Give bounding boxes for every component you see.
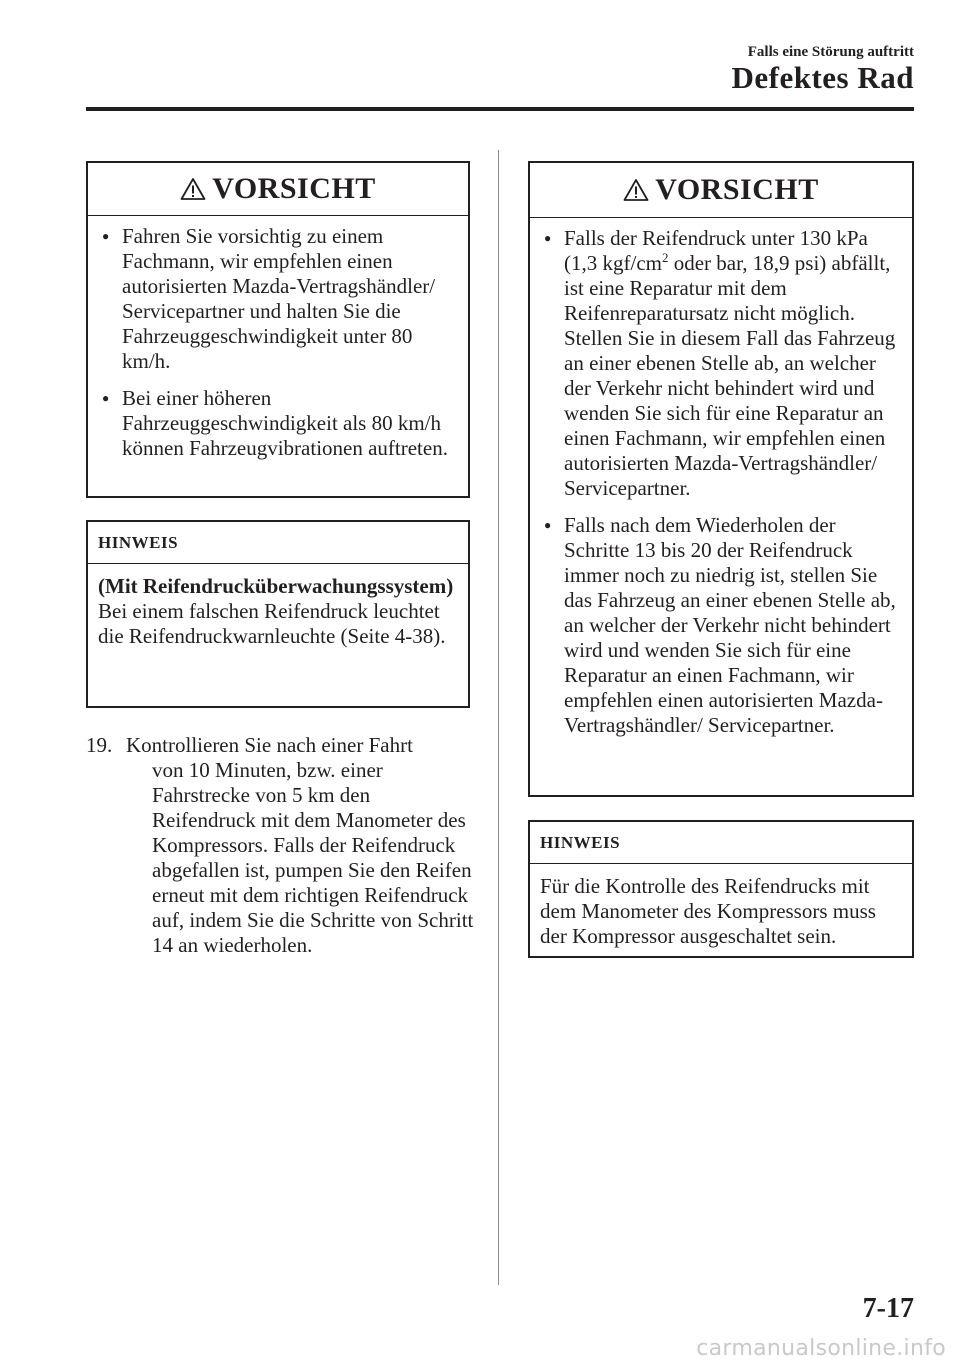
caution-title	[530, 163, 912, 218]
list-item-text	[564, 226, 904, 501]
left-caution-box	[86, 161, 470, 498]
page-title: Defektes Rad	[731, 60, 914, 95]
bullet-dot: ●	[544, 231, 552, 245]
superscript: 2	[661, 250, 669, 265]
note-body	[88, 564, 468, 659]
note-title: HINWEIS	[88, 522, 468, 564]
warning-triangle-icon	[623, 178, 649, 202]
caution-title-label: VORSICHT	[655, 173, 819, 206]
watermark: carmanualsonline.info	[696, 1336, 946, 1361]
column-divider	[498, 150, 499, 1285]
list-item	[100, 386, 460, 461]
list-item	[542, 513, 904, 738]
list-item	[542, 226, 904, 501]
step-text-first-line: Kontrollieren Sie nach einer Fahrt	[126, 733, 413, 757]
note-subheading: (Mit Reifendrucküberwachungssystem)	[98, 574, 454, 598]
right-caution-box	[528, 161, 914, 797]
warning-triangle-icon	[180, 177, 206, 201]
section-heading: Falls eine Störung auftritt	[747, 44, 914, 60]
list-item-text-part: Falls der Reifendruck unter 130 kPa (1,3 kgf/cm	[564, 226, 868, 275]
list-item-text-part: oder bar, 18,9 psi) abfällt, ist eine Reparatur mit dem Reifenreparatursatz nicht möglich. Stellen Sie in diesem Fall das Fahrzeug an einer ebenen Stelle ab, an welcher der Verkehr nicht behindert wird und wenden Sie sich für eine Reparatur an einen Fachmann, wir empfehlen einen autorisierten Mazda-Vertragshändler/ Servicepartner.	[564, 251, 896, 500]
right-note-box	[528, 820, 914, 958]
list-item-text: Bei einer höheren Fahrzeuggeschwindigkeit als 80 km/h können Fahrzeugvibrationen auftreten.	[122, 386, 448, 460]
page-number: 7-17	[862, 1293, 914, 1324]
caution-title-label: VORSICHT	[212, 172, 376, 205]
caution-body	[530, 218, 912, 748]
list-item-text: Falls nach dem Wiederholen der Schritte 13 bis 20 der Reifendruck immer noch zu niedrig ist, stellen Sie das Fahrzeug an einer ebenen Stelle ab, an welcher der Verkehr nicht behindert wird und wenden Sie sich für eine Reparatur an einen Fachmann, wir empfehlen einen autorisierten Mazda-Vertragshändler/ Servicepartner.	[564, 513, 896, 737]
note-title: HINWEIS	[530, 822, 912, 864]
procedure-step	[86, 733, 476, 958]
note-text: Bei einem falschen Reifendruck leuchtet die Reifendruckwarnleuchte (Seite 4-38).	[98, 599, 446, 648]
step-number: 19.	[86, 733, 113, 757]
list-item	[100, 224, 460, 374]
note-text: Für die Kontrolle des Reifendrucks mit dem Manometer des Kompressors muss der Kompressor ausgeschaltet sein.	[540, 874, 876, 948]
header-rule	[86, 107, 914, 111]
step-text: von 10 Minuten, bzw. einer Fahrstrecke von 5 km den Reifendruck mit dem Manometer des Kompressors. Falls der Reifendruck abgefallen ist, pumpen Sie den Reifen erneut mit dem richtigen Reifendruck auf, indem Sie die Schritte von Schritt 14 an wiederholen.	[152, 758, 474, 957]
bullet-dot: ●	[102, 229, 110, 243]
bullet-dot: ●	[544, 518, 552, 532]
caution-body	[88, 216, 468, 471]
caution-title	[88, 163, 468, 216]
list-item-text: Fahren Sie vorsichtig zu einem Fachmann, wir empfehlen einen autorisierten Mazda-Vertragshändler/ Servicepartner und halten Sie die Fahrzeuggeschwindigkeit unter 80 km/h.	[122, 224, 436, 373]
bullet-dot: ●	[102, 391, 110, 405]
left-note-box	[86, 520, 470, 708]
